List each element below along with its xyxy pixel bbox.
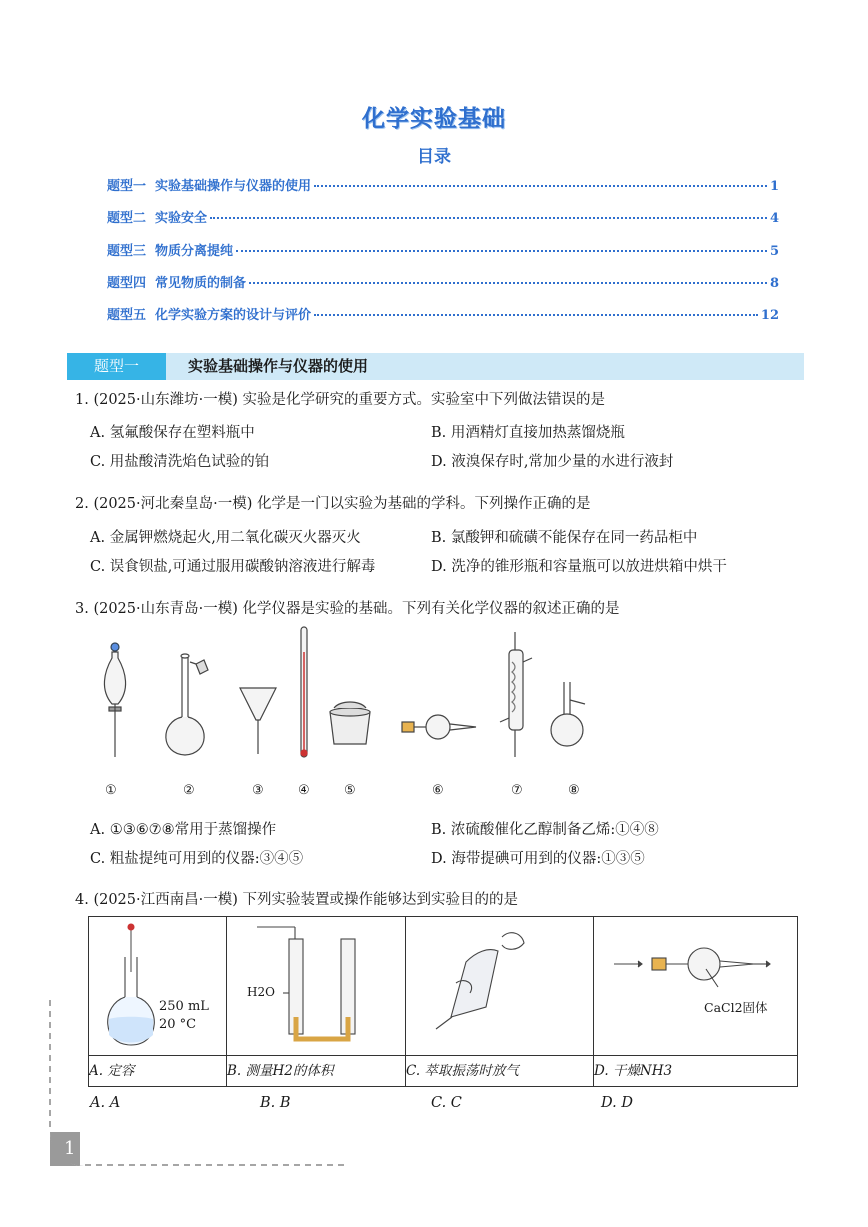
q1-option-a: A. 氢氟酸保存在塑料瓶中 xyxy=(90,425,255,441)
toc-item[interactable] xyxy=(107,207,779,227)
flask-temp-label: 20 °C xyxy=(159,1017,197,1032)
q4-cell-c xyxy=(406,917,594,1056)
q4-option-a: A. A xyxy=(90,1095,121,1111)
toc-item-label: 题型一 实验基础操作与仪器的使用 xyxy=(107,179,312,194)
q2-option-a: A. 金属钾燃烧起火,用二氧化碳灭火器灭火 xyxy=(90,530,361,546)
section-header-bar xyxy=(67,353,804,380)
page-corner-decoration xyxy=(40,1000,360,1190)
toc-leader xyxy=(249,282,767,284)
q1-option-c: C. 用盐酸清洗焰色试验的铂 xyxy=(90,454,270,470)
toc-heading: 目录 xyxy=(417,147,451,167)
toc-leader xyxy=(314,314,758,316)
toc-item[interactable] xyxy=(107,175,779,195)
toc-item[interactable] xyxy=(107,272,779,292)
funnel-icon xyxy=(240,688,276,754)
cacl2-label: CaCl2固体 xyxy=(704,1000,768,1015)
q3-option-d: D. 海带提碘可用到的仪器:①③⑤ xyxy=(431,851,645,867)
toc-item-label: 题型四 常见物质的制备 xyxy=(107,276,247,291)
thermometer-icon xyxy=(301,627,307,757)
toc-leader xyxy=(210,217,767,219)
toc-item-page: 1 xyxy=(769,179,779,194)
figure-label: ⑤ xyxy=(344,783,356,798)
document-title: 化学实验基础 xyxy=(362,106,506,132)
toc-leader xyxy=(236,250,767,252)
distilling-flask-icon xyxy=(551,682,585,746)
q2-option-c: C. 误食钡盐,可通过服用碳酸钠溶液进行解毒 xyxy=(90,559,376,575)
q4-caption-b: B. 测量H2的体积 xyxy=(227,1056,406,1087)
toc-item-label: 题型五 化学实验方案的设计与评价 xyxy=(107,308,312,323)
toc-item-page: 12 xyxy=(760,308,779,323)
toc-leader xyxy=(314,185,767,187)
volumetric-flask-icon xyxy=(166,654,208,755)
toc-item-page: 4 xyxy=(769,211,779,226)
q4-option-c: C. C xyxy=(431,1095,462,1111)
section-tag: 题型一 xyxy=(67,353,166,380)
q4-option-d: D. D xyxy=(601,1095,633,1111)
drying-tube-icon xyxy=(402,715,476,739)
condenser-icon xyxy=(500,632,532,757)
figure-label: ② xyxy=(183,783,195,798)
separatory-funnel-icon xyxy=(104,643,125,757)
figure-label: ③ xyxy=(252,783,264,798)
page-number: 1 xyxy=(64,1138,76,1159)
toc-item[interactable] xyxy=(107,304,779,324)
question-4-stem: 4. (2025·江西南昌·一模) 下列实验装置或操作能够达到实验目的的是 xyxy=(75,892,518,908)
q4-cell-d xyxy=(594,917,798,1056)
toc-item-label: 题型三 物质分离提纯 xyxy=(107,244,234,259)
q2-option-d: D. 洗净的锥形瓶和容量瓶可以放进烘箱中烘干 xyxy=(431,559,727,575)
question-3-stem: 3. (2025·山东青岛·一模) 化学仪器是实验的基础。下列有关化学仪器的叙述正确的是 xyxy=(75,601,620,617)
toc-item[interactable] xyxy=(107,240,779,260)
figure-label: ⑥ xyxy=(432,783,444,798)
q4-caption-c: C. 萃取振荡时放气 xyxy=(406,1056,594,1087)
table-of-contents xyxy=(107,0,779,330)
q1-option-d: D. 液溴保存时,常加少量的水进行液封 xyxy=(431,454,674,470)
q4-caption-d: D. 干燥NH3 xyxy=(594,1056,798,1087)
figure-label: ④ xyxy=(298,783,310,798)
figure-label: ⑧ xyxy=(568,783,580,798)
q1-option-b: B. 用酒精灯直接加热蒸馏烧瓶 xyxy=(431,425,625,441)
q4-caption-a: A. 定容 xyxy=(89,1056,227,1087)
q3-option-a: A. ①③⑥⑦⑧常用于蒸馏操作 xyxy=(90,822,277,838)
section-title: 实验基础操作与仪器的使用 xyxy=(188,357,369,375)
h2o-label: H2O xyxy=(247,985,275,999)
flask-volume-label: 250 mL xyxy=(159,999,209,1014)
toc-item-page: 5 xyxy=(769,244,779,259)
question-2-stem: 2. (2025·河北秦皇岛·一模) 化学是一门以实验为基础的学科。下列操作正确的是 xyxy=(75,496,591,512)
q3-option-c: C. 粗盐提纯可用到的仪器:③④⑤ xyxy=(90,851,304,867)
question-1-stem: 1. (2025·山东潍坊·一模) 实验是化学研究的重要方式。实验室中下列做法错误的是 xyxy=(75,392,605,408)
separatory-funnel-shake-icon xyxy=(406,917,593,1051)
figure-label: ① xyxy=(105,783,117,798)
toc-item-label: 题型二 实验安全 xyxy=(107,211,208,226)
figure-label: ⑦ xyxy=(511,783,523,798)
lab-glassware-figure xyxy=(90,622,630,767)
q2-option-b: B. 氯酸钾和硫磺不能保存在同一药品柜中 xyxy=(431,530,698,546)
q3-option-b: B. 浓硫酸催化乙醇制备乙烯:①④⑧ xyxy=(431,822,659,838)
drying-tube-nh3-icon xyxy=(594,917,797,1051)
toc-item-page: 8 xyxy=(769,276,779,291)
crucible-icon xyxy=(330,702,370,744)
q4-option-b: B. B xyxy=(260,1095,291,1111)
